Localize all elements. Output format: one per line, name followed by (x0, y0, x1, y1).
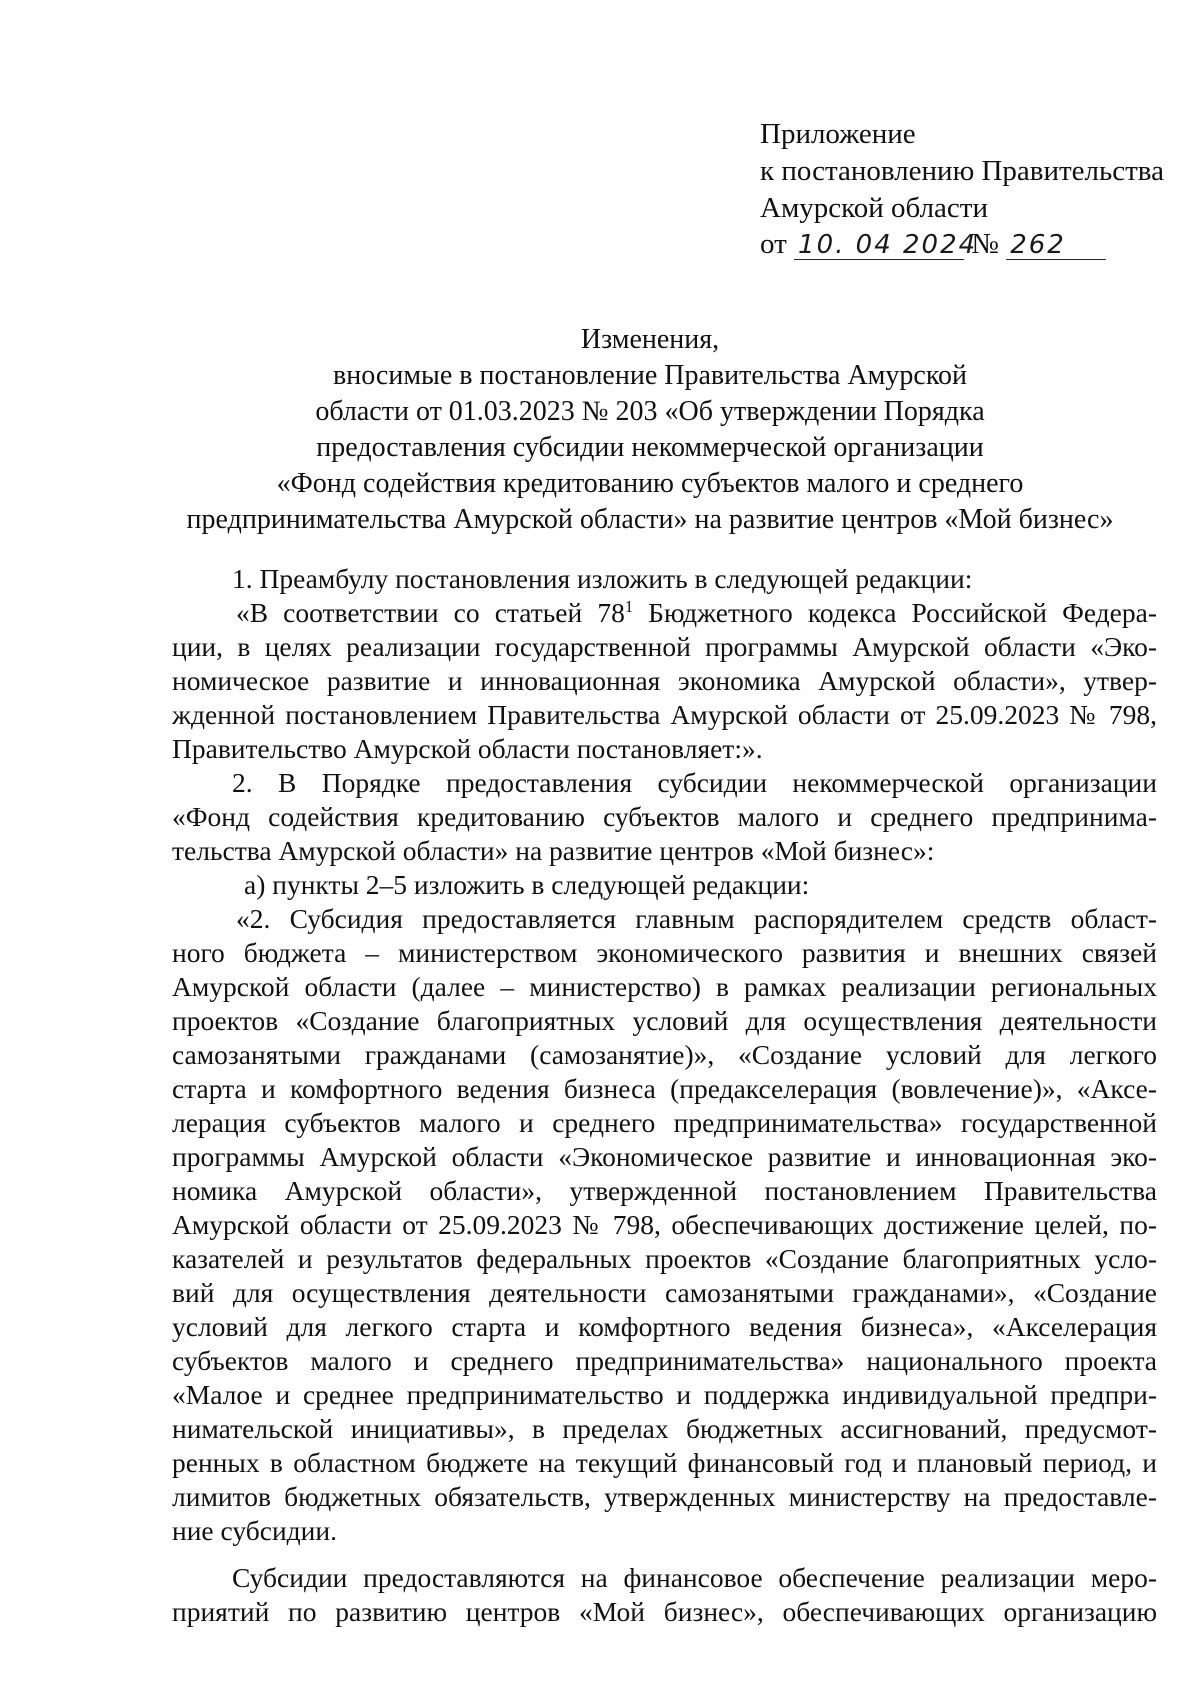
body-line: субъектов малого и среднего предпринимательства» национального проекта (172, 1345, 1157, 1376)
handwritten-date: 10. 04 2024 (798, 230, 978, 260)
title-line: предпринимательства Амурской области» на развитие центров «Мой бизнес» (186, 504, 1114, 535)
body-line: номическое развитие и инновационная экономика Амурской области», утвер- (172, 665, 1157, 696)
body-line: приятий по развитию центров «Мой бизнес», обеспечивающих организацию (172, 1596, 1157, 1627)
number-field (1006, 230, 1106, 260)
body-line: «2. Субсидия предоставляется главным распорядителем средств област- (236, 903, 1157, 934)
body-line: лимитов бюджетных обязательств, утвержденных министерству на предоставле- (172, 1481, 1157, 1512)
title-line: Изменения, (580, 324, 720, 355)
body-line: условий для легкого старта и комфортного ведения бизнеса», «Акселерация (172, 1311, 1157, 1342)
paragraph-2-heading: 2. В Порядке предоставления субсидии некоммерческой организации (232, 767, 1157, 798)
body-line: самозанятыми гражданами (самозанятие)», «Создание условий для легкого (172, 1039, 1157, 1070)
article-superscript: 1 (624, 596, 634, 616)
appendix-date-number (760, 228, 1106, 260)
appendix-region: Амурской области (760, 192, 988, 224)
title-line: предоставления субсидии некоммерческой организации (316, 432, 984, 463)
body-line: программы Амурской области «Экономическое развитие и инновационная эко- (172, 1141, 1157, 1172)
quote-continue: Бюджетного кодекса Российской Федера- (633, 597, 1157, 628)
quote-start: «В соответствии со статьей 78 (236, 597, 625, 628)
body-line: ние субсидии. (172, 1515, 337, 1546)
body-line: «Фонд содействия кредитованию субъектов малого и среднего предпринима- (172, 801, 1157, 832)
date-prefix: от (760, 228, 787, 260)
body-line: номика Амурской области», утвержденной постановлением Правительства (172, 1175, 1157, 1206)
body-line (236, 597, 1157, 629)
number-prefix: № (971, 228, 999, 260)
body-line: проектов «Создание благоприятных условий для осуществления деятельности (172, 1005, 1157, 1036)
body-line: ции, в целях реализации государственной программы Амурской области «Эко- (172, 631, 1157, 662)
body-line: Правительство Амурской области постановляет:». (172, 733, 763, 764)
appendix-label: Приложение (760, 118, 916, 150)
body-line: «Малое и среднее предпринимательство и поддержка индивидуальной предпри- (172, 1379, 1157, 1410)
body-line: ного бюджета – министерством экономического развития и внешних связей (172, 937, 1157, 968)
body-line: Амурской области (далее – министерство) в рамках реализации региональных (172, 971, 1157, 1002)
body-line: лерация субъектов малого и среднего предпринимательства» государственной (172, 1107, 1157, 1138)
subpoint-a: а) пункты 2–5 изложить в следующей редакции: (244, 869, 810, 900)
body-line: Амурской области от 25.09.2023 № 798, обеспечивающих достижение целей, по- (172, 1209, 1157, 1240)
paragraph-subsidies: Субсидии предоставляются на финансовое обеспечение реализации меро- (232, 1562, 1157, 1593)
body-line: нимательской инициативы», в пределах бюджетных ассигнований, предусмот- (172, 1413, 1157, 1444)
body-line: казателей и результатов федеральных проектов «Создание благоприятных усло- (172, 1243, 1157, 1274)
body-line: ренных в областном бюджете на текущий финансовый год и плановый период, и (172, 1447, 1157, 1478)
body-line: старта и комфортного ведения бизнеса (предакселерация (вовлечение)», «Аксе- (172, 1073, 1157, 1104)
title-line: «Фонд содействия кредитованию субъектов малого и среднего (276, 468, 1024, 499)
title-line: области от 01.03.2023 № 203 «Об утверждении Порядка (315, 396, 985, 427)
body-line: жденной постановлением Правительства Амурской области от 25.09.2023 № 798, (172, 699, 1157, 730)
appendix-resolution-ref: к постановлению Правительства (760, 155, 1164, 187)
body-line: тельства Амурской области» на развитие центров «Мой бизнес»: (172, 835, 935, 866)
title-line: вносимые в постановление Правительства Амурской (333, 360, 967, 391)
handwritten-number: 262 (1010, 230, 1066, 260)
body-line: вий для осуществления деятельности самозанятыми гражданами», «Создание (172, 1277, 1157, 1308)
paragraph-1-heading: 1. Преамбулу постановления изложить в следующей редакции: (232, 563, 973, 594)
date-field (794, 230, 978, 260)
